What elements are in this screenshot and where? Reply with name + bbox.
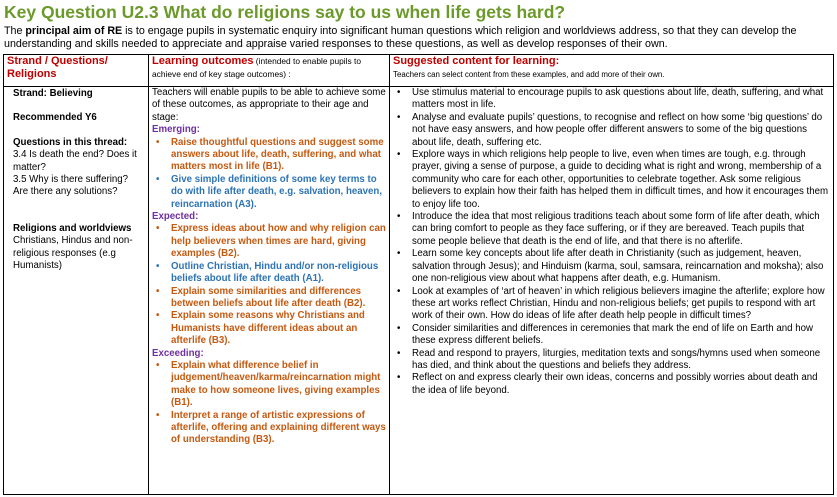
aim-prefix: The <box>4 25 26 37</box>
content-item: • Reflect on and express clearly their own ideas, concerns and possibly worries about death and the idea of life beyond. <box>393 372 830 397</box>
content-item: • Introduce the idea that most religious traditions teach about some form of life after death, which can bring comfort to people as they face suffering, or if they are bereaved. Teach pupils that some people believe that death is the end of life, and that there is no afterlife. <box>393 211 830 248</box>
principal-aim-text <box>4 25 834 51</box>
outcomes-intro: Teachers will enable pupils to be able to achieve some of these outcomes, as appropriate to their age and stage: <box>152 87 386 123</box>
expected-list <box>152 223 386 347</box>
expected-label: Expected: <box>152 211 199 223</box>
outcome-item: • Express ideas about how and why religion can help believers when times are hard, giving examples (B2). <box>152 223 386 260</box>
content-item: • Look at examples of ‘art of heaven’ in which religious believers imagine the afterlife; explore how these art works reflect Christian, Hindu and non-religious beliefs; get pupils to respond with art work of their own. How do ideas of life after death help people in difficult times? <box>393 286 830 323</box>
outcome-item: • Explain some reasons why Christians and Humanists have different ideas about an afterlife (B3). <box>152 310 386 347</box>
exceeding-label: Exceeding: <box>152 347 204 359</box>
content-item: • Read and respond to prayers, liturgies, meditation texts and songs/hymns used when someone has died, and think about the questions and beliefs they address. <box>393 348 830 373</box>
suggested-content-cell <box>390 87 834 495</box>
learning-outcomes-cell <box>149 87 390 495</box>
emerging-label: Emerging: <box>152 124 200 136</box>
question-3-4: 3.4 Is death the end? Does it matter? <box>13 149 137 173</box>
aim-bold: principal aim of RE <box>25 25 123 37</box>
strand-cell <box>4 87 149 495</box>
header-row <box>4 55 834 87</box>
outcome-item: • Give simple definitions of some key terms to do with life after death, e.g. salvation, heaven, reincarnation (A3). <box>152 174 386 211</box>
content-table <box>3 54 834 495</box>
outcome-item: • Interpret a range of artistic expressions of afterlife, offering and explaining different ways of understanding (B3). <box>152 410 386 447</box>
outcome-item: • Raise thoughtful questions and suggest some answers about life, death, suffering, and what matters most in life (B1). <box>152 137 386 174</box>
question-3-5: 3.5 Why is there suffering? Are there any solutions? <box>13 174 129 198</box>
questions-heading: Questions in this thread: <box>13 136 128 148</box>
header-suggested-content-note: Teachers can select content from these examples, and add more of their own. <box>393 70 665 79</box>
recommended-year: Recommended Y6 <box>13 112 97 124</box>
aim-rest: is to engage pupils in systematic enquiry into significant human questions which religion and worldviews address, so that they can develop the understanding and skills needed to appreciate and appraise varied responses to these questions, as well as develop responses of their own. <box>4 25 797 50</box>
exceeding-list <box>152 360 386 447</box>
content-item: • Consider similarities and differences in ceremonies that mark the end of life on Earth and how these express different beliefs. <box>393 323 830 348</box>
header-learning-outcomes-note: (intended to enable pupils to achieve end of key stage outcomes) : <box>152 56 362 79</box>
content-item: • Use stimulus material to encourage pupils to ask questions about life, death, suffering, and what matters most in life. <box>393 87 830 112</box>
religions-heading: Religions and worldviews <box>13 222 132 234</box>
outcome-item: • Explain what difference belief in judgement/heaven/karma/reincarnation might make to how someone lives, giving examples (B1). <box>152 360 386 410</box>
suggested-content-list <box>393 87 830 397</box>
strand-label: Strand: Believing <box>13 88 93 99</box>
religions-text: Christians, Hindus and non-religious responses (e.g Humanists) <box>13 235 133 272</box>
outcome-item: • Outline Christian, Hindu and/or non-religious beliefs about life after death (A1). <box>152 261 386 286</box>
content-item: • Explore ways in which religions help people to live, even when times are tough, e.g. through prayer, giving a sense of purpose, a guide to deciding what is right and wrong, membership of a community who care for each other, opportunities to celebrate together. Ask some religious believers to explain how their faith has helped them in difficult times, and how it encourages them to enjoy life too. <box>393 149 830 211</box>
content-row <box>4 87 834 495</box>
page-title: Key Question U2.3 What do religions say to us when life gets hard? <box>4 2 566 22</box>
emerging-list <box>152 137 386 211</box>
header-learning-outcomes: Learning outcomes (intended to enable pupils to achieve end of key stage outcomes) : <box>149 55 390 87</box>
header-strand: Strand / Questions/ Religions <box>4 55 149 87</box>
header-suggested-content: Suggested content for learning: Teachers can select content from these examples, and add more of their own. <box>390 55 834 87</box>
content-item: • Learn some key concepts about life after death in Christianity (such as judgement, heaven, salvation through Jesus); and Hinduism (karma, soul, samsara, reincarnation and moksha); also one non-religious view about what happens after death, e.g. Humanism. <box>393 248 830 285</box>
outcome-item: • Explain some similarities and differences between beliefs about life after death (B2). <box>152 286 386 311</box>
content-item: • Analyse and evaluate pupils’ questions, to recognise and reflect on how some ‘big questions’ do not have easy answers, and how people offer different answers to some of the big questions about life, death, suffering etc. <box>393 112 830 149</box>
